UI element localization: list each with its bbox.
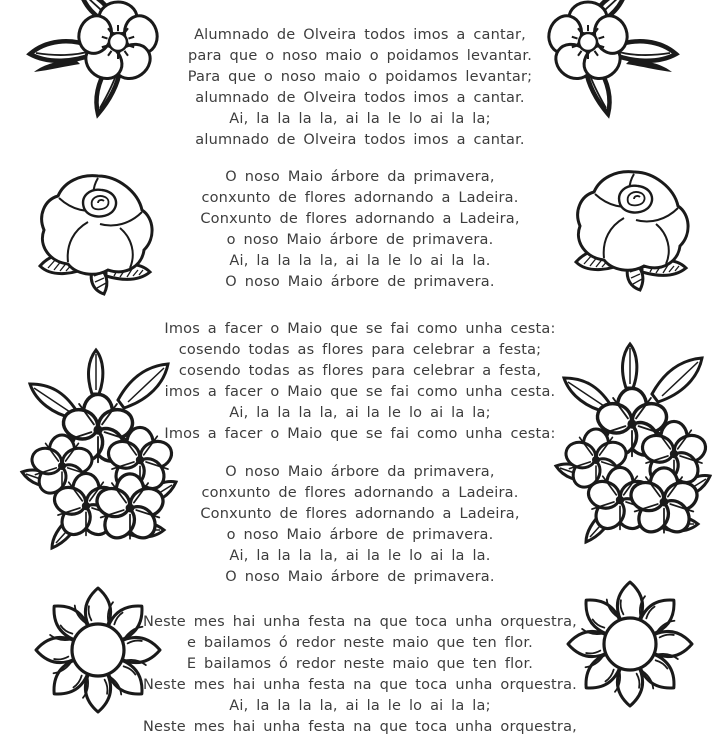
lyric-line: o noso Maio árbore de primavera. (226, 527, 494, 543)
lyric-line: Conxunto de flores adornando a Ladeira, (200, 211, 520, 227)
stanza (130, 319, 590, 445)
lyric-line: Alumnado de Olveira todos imos a cantar, (194, 27, 526, 43)
lyric-line: Neste mes hai unha festa na que toca unha orquestra. (143, 677, 577, 693)
lyric-line: Ai, la la la la, ai la le lo ai la la; (229, 405, 491, 421)
lyric-line: Neste mes hai unha festa na que toca unha orquestra, (143, 614, 577, 630)
lyric-line: cosendo todas as flores para celebrar a festa; (178, 342, 542, 358)
lyric-line: Ai, la la la la, ai la le lo ai la la. (229, 253, 491, 269)
lyric-line: Para que o noso maio o poidamos levantar; (187, 69, 533, 85)
lyric-line: alumnado de Olveira todos imos a cantar. (195, 132, 525, 148)
rose-icon (32, 170, 167, 295)
lyric-line: Neste mes hai unha festa na que toca unha orquestra, (143, 719, 577, 735)
stanza (130, 167, 590, 293)
lyric-line: Conxunto de flores adornando a Ladeira, (200, 506, 520, 522)
lyric-line: Ai, la la la la, ai la le lo ai la la. (229, 548, 491, 564)
lyric-line: alumnado de Olveira todos imos a cantar. (195, 90, 525, 106)
lyric-line: cosendo todas as flores para celebrar a festa, (178, 363, 542, 379)
lyric-line: imos a facer o Maio que se fai como unha cesta. (164, 384, 556, 400)
stanza (130, 25, 590, 151)
lyric-line: E bailamos ó redor neste maio que ten flor. (186, 656, 534, 672)
lyric-line: conxunto de flores adornando a Ladeira. (201, 485, 519, 501)
violet-bouquet-icon (552, 342, 712, 542)
sunflower-icon (560, 576, 700, 711)
lyric-line: conxunto de flores adornando a Ladeira. (201, 190, 519, 206)
lyric-line: Imos a facer o Maio que se fai como unha cesta: (164, 426, 556, 442)
rose-icon (568, 166, 703, 291)
lyric-line: O noso Maio árbore da primavera, (225, 464, 495, 480)
violet-bouquet-icon (18, 348, 178, 548)
wild-rose-flower-icon (18, 0, 178, 119)
lyric-line: Imos a facer o Maio que se fai como unha cesta: (164, 321, 556, 337)
lyric-line: O noso Maio árbore de primavera. (225, 274, 495, 290)
lyric-line: Ai, la la la la, ai la le lo ai la la; (229, 111, 491, 127)
lyric-line: para que o noso maio o poidamos levantar. (187, 48, 532, 64)
lyric-line: e bailamos ó redor neste maio que ten flor. (187, 635, 533, 651)
lyric-line: Ai, la la la la, ai la le lo ai la la; (229, 698, 491, 714)
lyric-line: O noso Maio árbore de primavera. (225, 569, 495, 585)
lyric-line: o noso Maio árbore de primavera. (226, 232, 494, 248)
stanza (130, 612, 590, 738)
lyric-line: O noso Maio árbore da primavera, (225, 169, 495, 185)
wild-rose-flower-icon (528, 0, 688, 119)
sunflower-icon (28, 582, 168, 717)
stanza (130, 462, 590, 588)
